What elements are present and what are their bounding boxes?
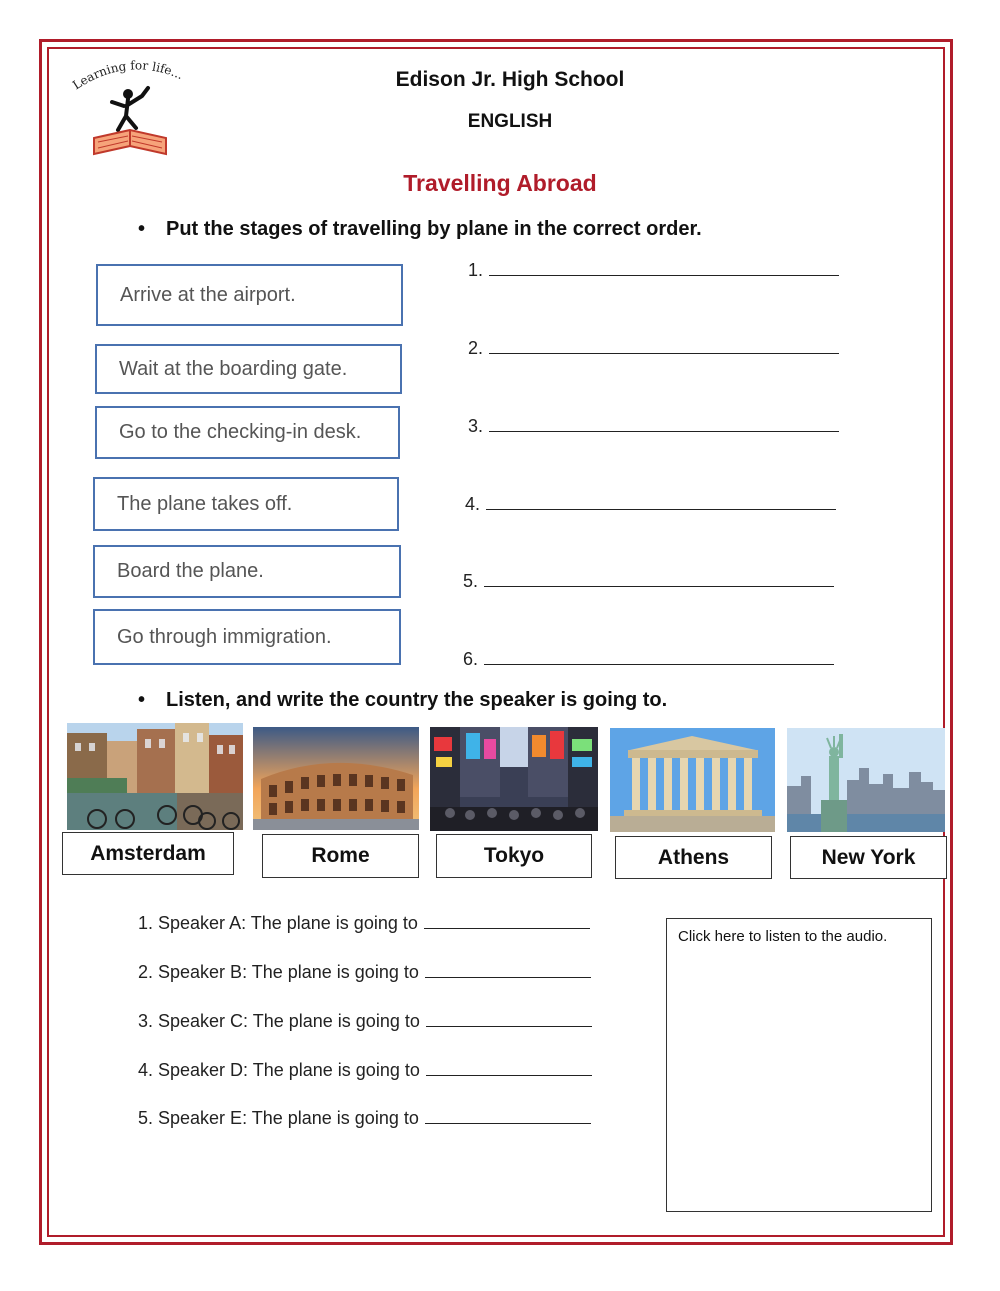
- stage-card-text: Arrive at the airport.: [120, 283, 296, 306]
- order-number: 3.: [468, 416, 484, 436]
- instruction-ordering-text: Put the stages of travelling by plane in the correct order.: [166, 218, 702, 240]
- city-label-rome: Rome: [262, 834, 419, 878]
- order-slot[interactable]: [468, 416, 839, 437]
- stage-card[interactable]: [95, 344, 402, 394]
- city-label-new-york: New York: [790, 836, 947, 879]
- speaker-answer-row[interactable]: [138, 1011, 592, 1032]
- athens-photo: [610, 728, 775, 832]
- speaker-prompt: 3. Speaker C: The plane is going to: [138, 1011, 420, 1031]
- amsterdam-photo: [67, 723, 243, 830]
- stage-card[interactable]: [93, 545, 401, 598]
- speaker-answer-row[interactable]: [138, 962, 591, 983]
- svg-text:Learning for life...: [70, 58, 185, 92]
- logo-text: Learning for life...: [70, 58, 186, 93]
- audio-label: Click here to listen to the audio.: [678, 928, 888, 945]
- rome-photo: [253, 727, 419, 830]
- tokyo-photo: [430, 727, 598, 831]
- order-slot[interactable]: [463, 571, 834, 592]
- city-label-tokyo: Tokyo: [436, 834, 592, 878]
- speaker-answer-row[interactable]: [138, 1108, 591, 1129]
- order-number: 2.: [468, 338, 484, 358]
- city-label-amsterdam: Amsterdam: [62, 832, 234, 875]
- stage-card[interactable]: [95, 406, 400, 459]
- school-logo: [66, 58, 198, 164]
- order-number: 6.: [463, 649, 479, 669]
- order-slot[interactable]: [468, 260, 839, 281]
- audio-player-button[interactable]: [666, 918, 932, 1212]
- order-slot[interactable]: [465, 494, 836, 515]
- speaker-prompt: 4. Speaker D: The plane is going to: [138, 1060, 420, 1080]
- instruction-ordering: [138, 218, 702, 241]
- school-name: Edison Jr. High School: [395, 68, 625, 91]
- stage-card[interactable]: [93, 477, 399, 531]
- speaker-answer-row[interactable]: [138, 913, 590, 934]
- bullet-icon: •: [138, 689, 146, 711]
- order-number: 4.: [465, 494, 481, 514]
- subject-title: ENGLISH: [467, 111, 553, 132]
- speaker-answer-row[interactable]: [138, 1060, 592, 1081]
- instruction-listening-text: Listen, and write the country the speaker is going to.: [166, 689, 668, 711]
- stage-card-text: The plane takes off.: [117, 492, 293, 515]
- instruction-listening: [138, 689, 667, 712]
- order-slot[interactable]: [468, 338, 839, 359]
- stage-card-text: Go through immigration.: [117, 625, 332, 648]
- speaker-prompt: 2. Speaker B: The plane is going to: [138, 962, 419, 982]
- city-label-athens: Athens: [615, 836, 772, 879]
- order-number: 1.: [468, 260, 484, 280]
- order-slot[interactable]: [463, 649, 834, 670]
- bullet-icon: •: [138, 218, 146, 240]
- stage-card-text: Wait at the boarding gate.: [119, 357, 348, 380]
- new-york-photo: [787, 728, 945, 832]
- stage-card-text: Board the plane.: [117, 560, 264, 582]
- order-number: 5.: [463, 571, 479, 591]
- worksheet-title: Travelling Abroad: [403, 170, 597, 196]
- stage-card-text: Go to the checking-in desk.: [119, 421, 362, 443]
- stage-card[interactable]: [96, 264, 403, 326]
- speaker-prompt: 5. Speaker E: The plane is going to: [138, 1108, 419, 1128]
- stage-card[interactable]: [93, 609, 401, 665]
- speaker-prompt: 1. Speaker A: The plane is going to: [138, 913, 418, 933]
